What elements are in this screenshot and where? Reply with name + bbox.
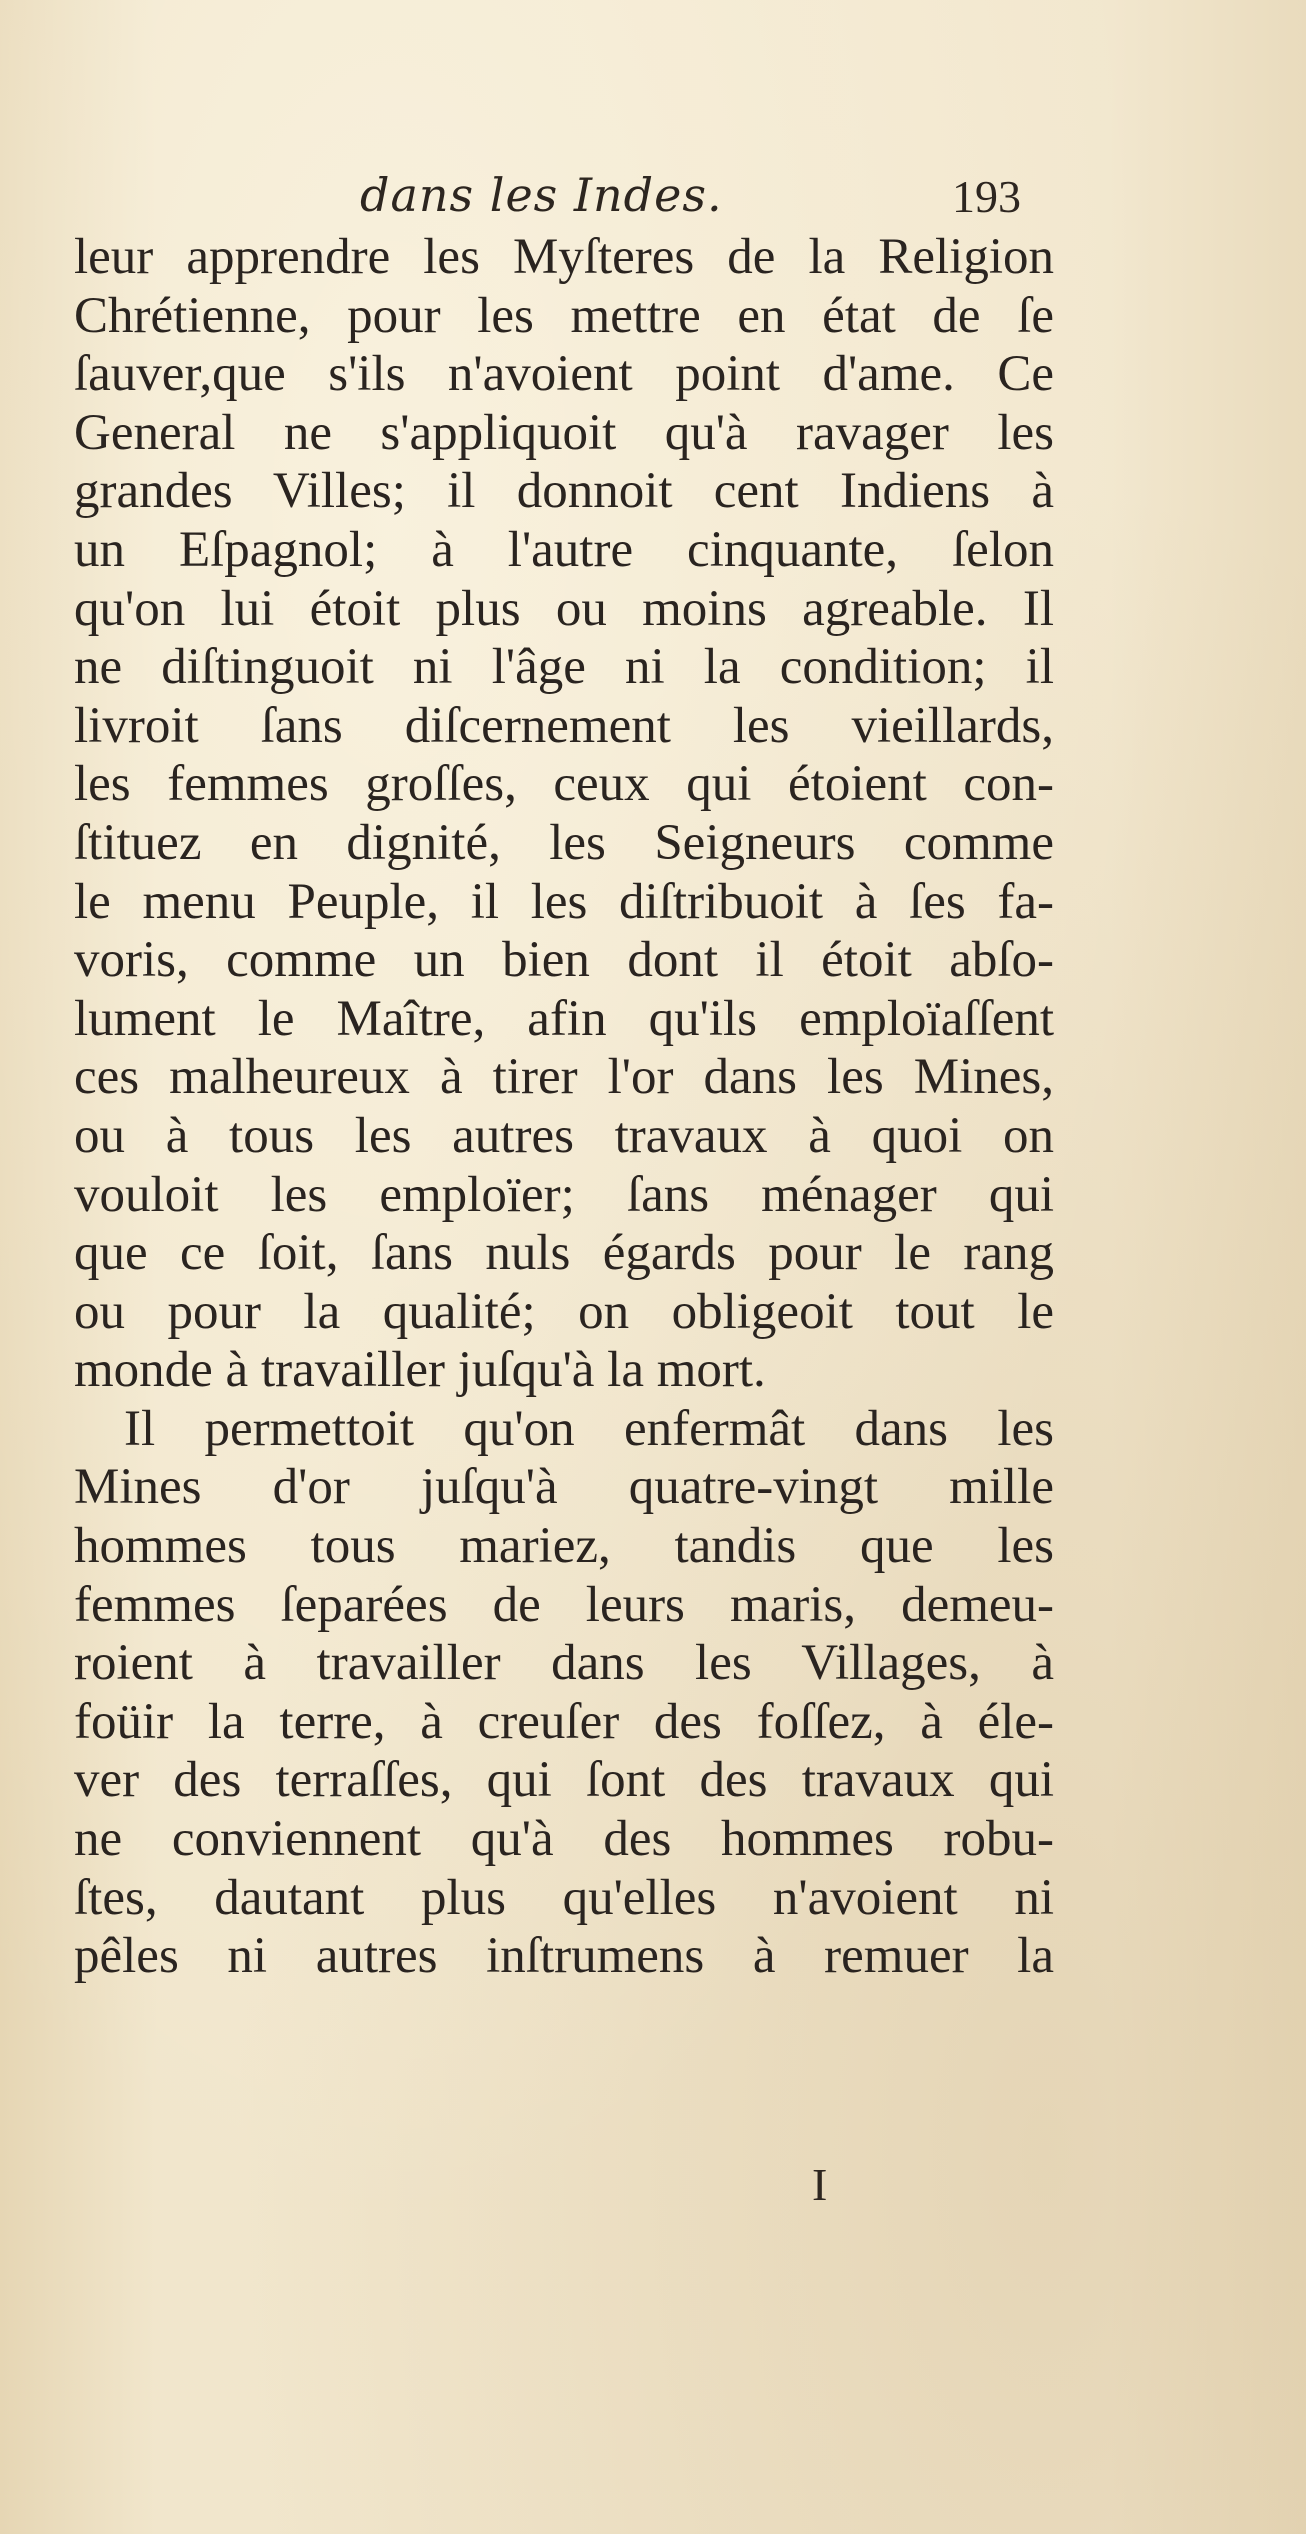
text-line: Chrétienne, pour les mettre en état de ſe — [74, 287, 1054, 344]
text-line: femmes ſeparées de leurs maris, demeu- — [74, 1576, 1054, 1633]
text-line: ſauver,que s'ils n'avoient point d'ame. Ce — [74, 346, 1054, 403]
text-line: grandes Villes; il donnoit cent Indiens à — [74, 463, 1054, 520]
text-line: les femmes groſſes, ceux qui étoient con- — [74, 756, 1054, 813]
text-line: ver des terraſſes, qui ſont des travaux qui — [74, 1752, 1054, 1809]
text-line: General ne s'appliquoit qu'à ravager les — [74, 404, 1054, 461]
text-line: pêles ni autres inſtrumens à remuer la — [74, 1928, 1054, 1985]
text-line: leur apprendre les Myſteres de la Religion — [74, 229, 1054, 285]
text-line: le menu Peuple, il les diſtribuoit à ſes fa- — [74, 873, 1054, 930]
text-line: foüir la terre, à creuſer des foſſez, à éle- — [74, 1693, 1054, 1750]
text-line: que ce ſoit, ſans nuls égards pour le rang — [74, 1225, 1054, 1282]
text-line: ne conviennent qu'à des hommes robu- — [74, 1811, 1054, 1868]
text-line: ou pour la qualité; on obligeoit tout le — [74, 1283, 1054, 1340]
text-line: un Eſpagnol; à l'autre cinquante, ſelon — [74, 521, 1054, 578]
text-line: lument le Maître, afin qu'ils emploïaſſent — [74, 990, 1054, 1047]
text-line: qu'on lui étoit plus ou moins agreable. Il — [74, 580, 1054, 637]
running-title: dans les Indes. — [360, 168, 723, 222]
text-line: voris, comme un bien dont il étoit abſo- — [74, 932, 1054, 989]
text-line: ſtes, dautant plus qu'elles n'avoient ni — [74, 1869, 1054, 1926]
text-line: vouloit les emploïer; ſans ménager qui — [74, 1166, 1054, 1223]
page-number: 193 — [952, 171, 1021, 222]
paragraph-start-line: Il permettoit qu'on enfermât dans les — [124, 1400, 1054, 1457]
text-line: livroit ſans diſcernement les vieillards, — [74, 697, 1054, 754]
signature-mark: I — [812, 2159, 828, 2210]
text-line: hommes tous mariez, tandis que les — [74, 1518, 1054, 1575]
text-line: ſtituez en dignité, les Seigneurs comme — [74, 814, 1054, 871]
text-line: roient à travailler dans les Villages, à — [74, 1635, 1054, 1692]
text-line: ces malheureux à tirer l'or dans les Mines, — [74, 1049, 1054, 1106]
text-line: ou à tous les autres travaux à quoi on — [74, 1107, 1054, 1164]
paragraph-end-line: monde à travailler juſqu'à la mort. — [74, 1342, 766, 1399]
body-text — [74, 228, 1054, 1986]
text-line: ne diſtinguoit ni l'âge ni la condition; il — [74, 639, 1054, 696]
text-line: Mines d'or juſqu'à quatre-vingt mille — [74, 1459, 1054, 1516]
